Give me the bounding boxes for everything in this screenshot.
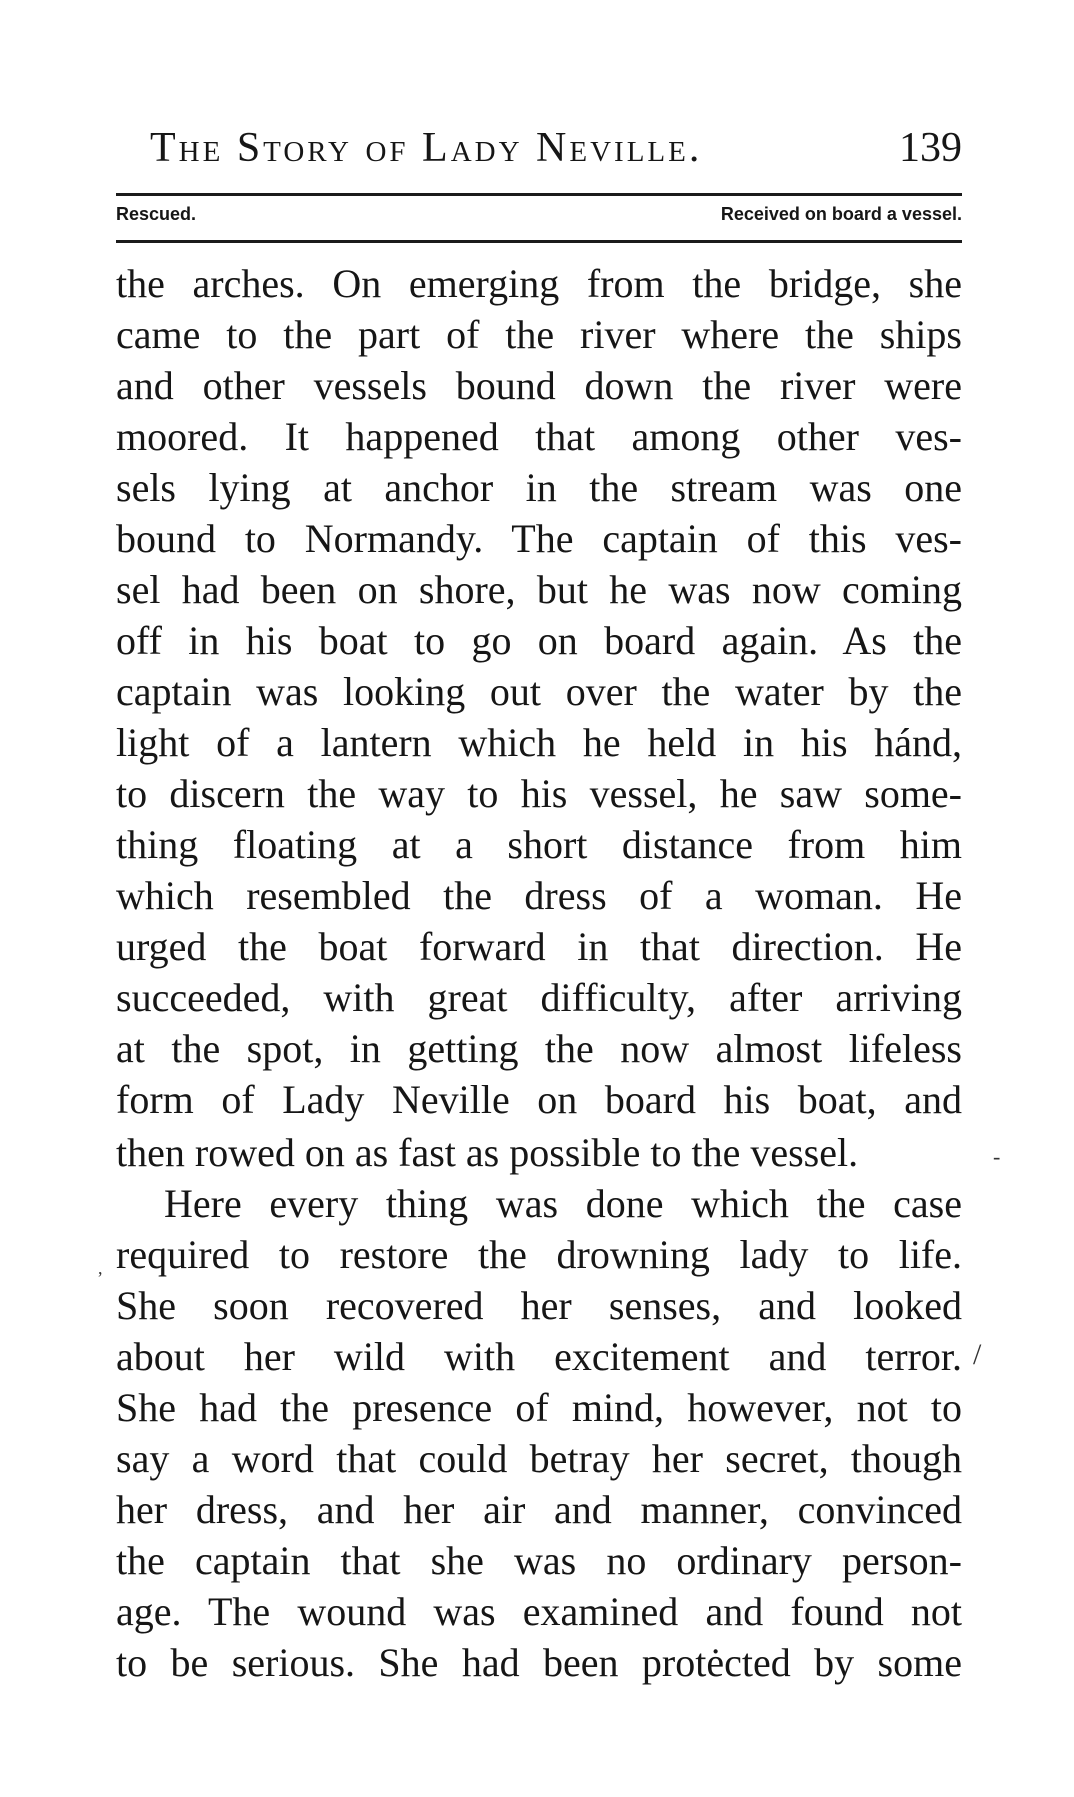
text-line: the captain that she was no ordinary person- [116,1538,962,1583]
text-line: at the spot, in getting the now almost lifeless [116,1026,962,1071]
text-line: thing floating at a short distance from him [116,822,962,867]
text-line: captain was looking out over the water by the [116,669,962,714]
header-rule-top [116,193,962,196]
text-line: which resembled the dress of a woman. He [116,873,962,918]
text-line: age. The wound was examined and found not [116,1589,962,1634]
text-line: succeeded, with great difficulty, after arriving [116,975,962,1020]
page-header [150,124,962,174]
text-line: off in his boat to go on board again. As the [116,618,962,663]
page-number: 139 [899,125,962,171]
text-line: Here every thing was done which the case [164,1181,962,1226]
header-rule-bottom [116,240,962,243]
subhead-right: Received on board a vessel. [720,204,962,224]
text-line: to be serious. She had been protėcted by some [116,1640,962,1685]
text-line: moored. It happened that among other ves- [116,414,962,459]
text-line: her dress, and her air and manner, convinced [116,1487,962,1532]
text-line: required to restore the drowning lady to life. [116,1232,962,1277]
text-line: She soon recovered her senses, and looked [116,1283,962,1328]
text-line: sels lying at anchor in the stream was one [116,465,962,510]
text-line: came to the part of the river where the ships [116,312,962,357]
text-line: about her wild with excitement and terror. [116,1334,962,1379]
stray-mark: / [973,1338,982,1371]
subhead-left: Rescued. [116,204,197,224]
text-line: to discern the way to his vessel, he saw some- [116,771,962,816]
text-line: She had the presence of mind, however, not to [116,1385,962,1430]
stray-mark: - [993,1144,1001,1169]
running-title: The Story of Lady Neville. [150,125,703,171]
text-line: and other vessels bound down the river were [116,363,962,408]
text-line: light of a lantern which he held in his hánd, [116,720,962,765]
body-text [116,258,962,1688]
text-line: say a word that could betray her secret, though [116,1436,962,1481]
text-line: the arches. On emerging from the bridge, she [116,261,962,306]
text-line: form of Lady Neville on board his boat, and [116,1077,962,1122]
text-line: urged the boat forward in that direction. He [116,924,962,969]
stray-mark: , [98,1258,103,1278]
text-line: then rowed on as fast as possible to the vessel. [116,1130,859,1175]
text-line: sel had been on shore, but he was now coming [116,567,962,612]
marginal-subheads [116,204,962,234]
text-line: bound to Normandy. The captain of this ves- [116,516,962,561]
